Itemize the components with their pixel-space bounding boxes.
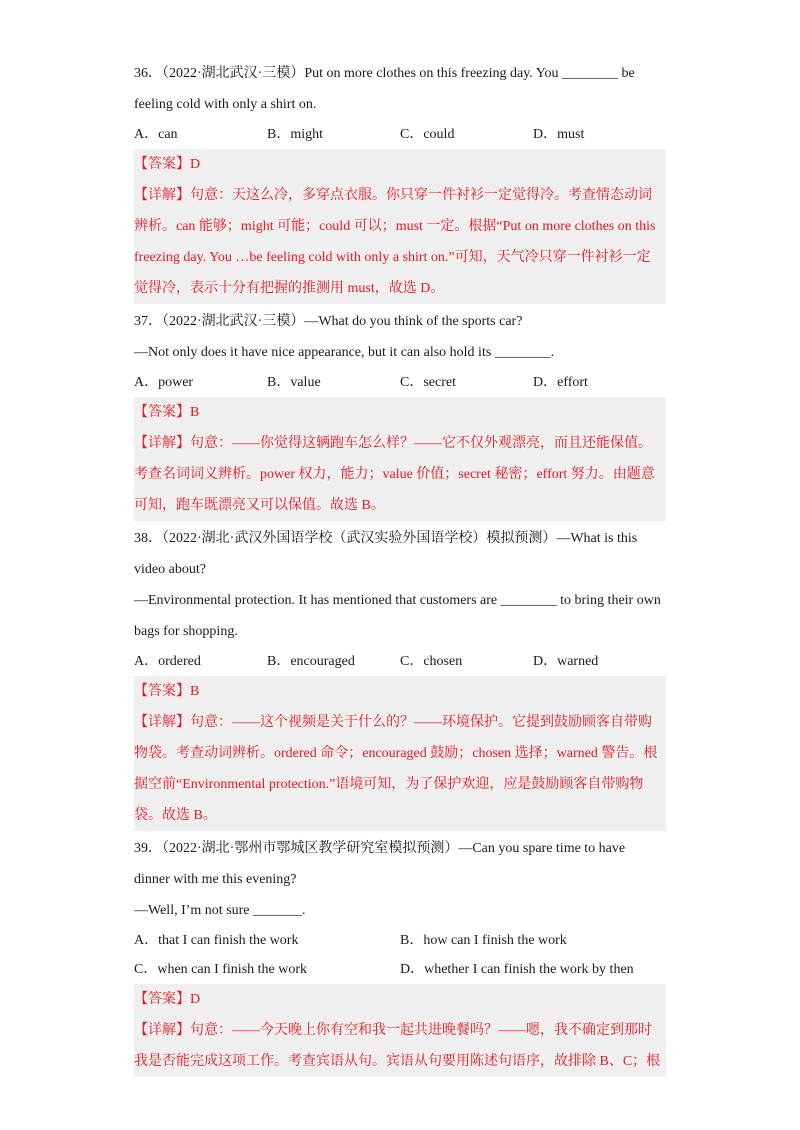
document-page [134,58,666,1079]
explanation-line: 辨析。can 能够；might 可能；could 可以；must 一定。根据“Put on more clothes on this [134,219,656,234]
options-row [134,368,666,397]
options-row [134,955,666,984]
explanation-line: 据空前“Environmental protection.”语境可知，为了保护欢迎，应是鼓励顾客自带购物 [134,777,644,792]
question-39 [134,833,666,1077]
question-37 [134,306,666,521]
explanation-line: freezing day. You …be feeling cold with only a shirt on.”可知，天气冷只穿一件衬衫一定 [134,250,651,265]
answer-box [134,149,666,304]
explanation-line: 觉得冷，表示十分有把握的推测用 must，故选 D。 [134,281,445,296]
explanation-line: 【详解】句意：——这个视频是关于什么的？——环境保护。它提到鼓励顾客自带购 [134,715,652,730]
option-c: C．could [400,127,455,142]
explanation-line: 【详解】句意：——今天晚上你有空和我一起共进晚餐吗？——嗯，我不确定到那时 [134,1023,652,1038]
question-text: feeling cold with only a shirt on. [134,97,317,112]
option-c: C．chosen [400,654,463,669]
option-b: B．might [267,127,324,142]
question-text: video about? [134,562,206,577]
option-c: C．secret [400,375,456,390]
option-b: B．how can I finish the work [400,933,567,948]
option-a: A．power [134,375,194,390]
explanation-line: 可知，跑车既漂亮又可以保值。故选 B。 [134,498,385,513]
question-text: —Well, I’m not sure _______. [134,903,306,918]
option-d: D．whether I can finish the work by then [400,962,634,977]
answer-label: 【答案】B [134,684,200,699]
answer-label: 【答案】D [134,992,201,1007]
option-b: B．encouraged [267,654,355,669]
explanation-line: 物袋。考查动词辨析。ordered 命令；encouraged 鼓励；chosen 选择；warned 警告。根 [134,746,658,761]
option-b: B．value [267,375,321,390]
answer-label: 【答案】D [134,157,201,172]
option-a: A．ordered [134,654,201,669]
options-row [134,120,666,149]
question-text: dinner with me this evening? [134,872,297,887]
answer-box [134,984,666,1077]
options-row [134,647,666,676]
option-a: A．can [134,127,178,142]
question-text: 37．（2022·湖北武汉·三模）—What do you think of the sports car? [134,314,523,329]
option-a: A．that I can finish the work [134,933,299,948]
answer-box [134,676,666,831]
options-row [134,926,666,955]
option-d: D．effort [533,375,588,390]
option-d: D．warned [533,654,599,669]
explanation-line: 袋。故选 B。 [134,808,217,823]
question-38 [134,523,666,831]
explanation-line: 考查名词词义辨析。power 权力，能力；value 价值；secret 秘密；effort 努力。由题意 [134,467,655,482]
question-text: bags for shopping. [134,624,238,639]
question-text: 39．（2022·湖北·鄂州市鄂城区教学研究室模拟预测）—Can you spare time to have [134,841,626,856]
question-text: 36．（2022·湖北武汉·三模）Put on more clothes on this freezing day. You ________ be [134,66,635,81]
question-text: 38．（2022·湖北·武汉外国语学校（武汉实验外国语学校）模拟预测）—What is this [134,531,638,546]
option-c: C．when can I finish the work [134,962,308,977]
answer-label: 【答案】B [134,405,200,420]
question-text: —Environmental protection. It has mentioned that customers are ________ to bring their own [134,593,661,608]
explanation-line: 【详解】句意：天这么冷，多穿点衣服。你只穿一件衬衫一定觉得冷。考查情态动词 [134,188,652,203]
explanation-line: 【详解】句意：——你觉得这辆跑车怎么样？——它不仅外观漂亮，而且还能保值。 [134,436,652,451]
question-36 [134,58,666,304]
answer-box [134,397,666,521]
question-text: —Not only does it have nice appearance, but it can also hold its ________. [134,345,555,360]
option-d: D．must [533,127,585,142]
explanation-line: 我是否能完成这项工作。考查宾语从句。宾语从句要用陈述句语序，故排除 B、C；根 [134,1054,661,1069]
